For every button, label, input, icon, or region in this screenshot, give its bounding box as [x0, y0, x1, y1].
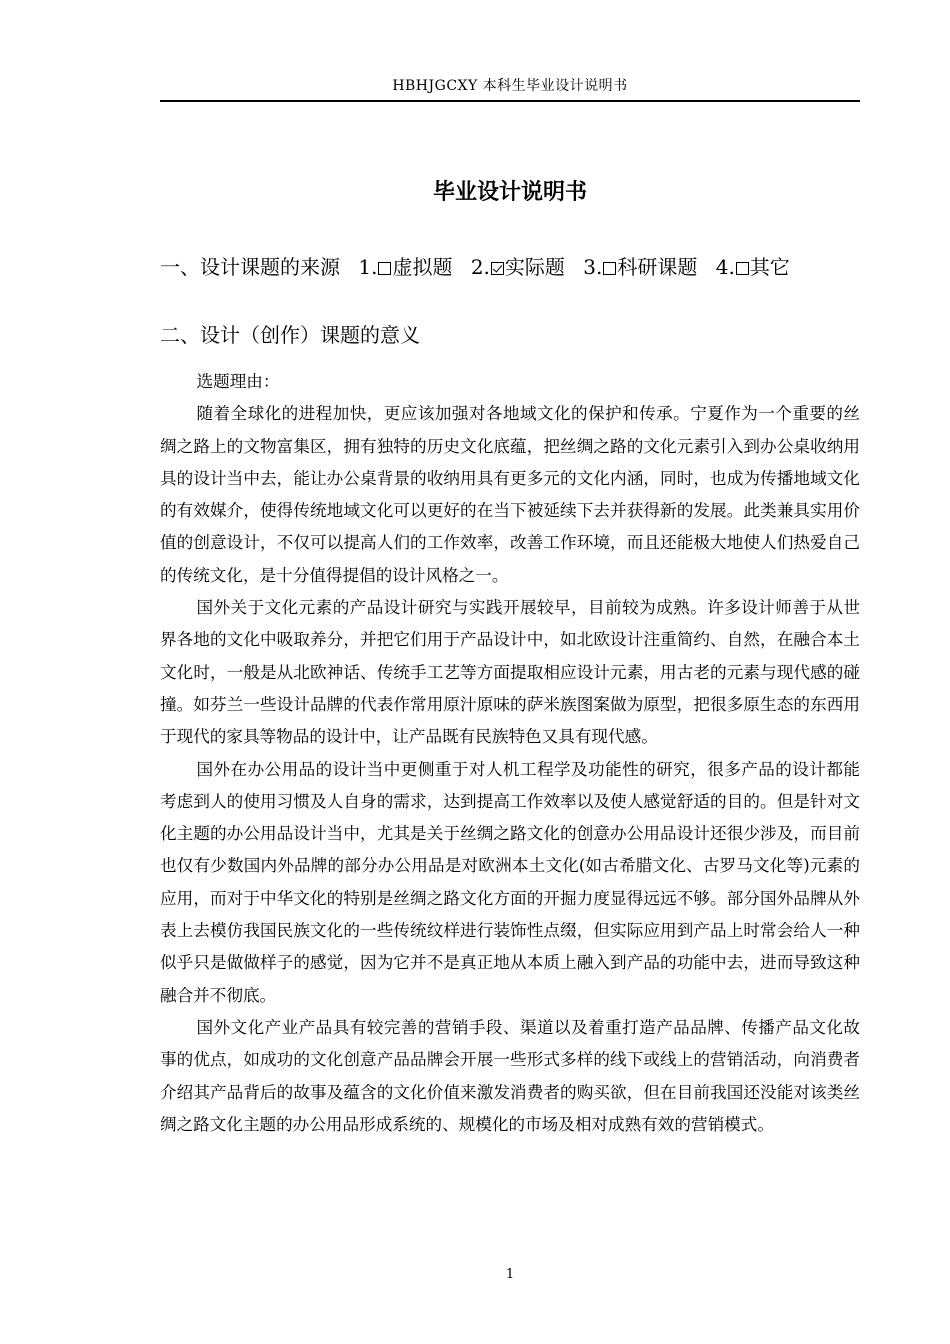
option-label: 实际题 [504, 255, 565, 279]
paragraph: 国外文化产业产品具有较完善的营销手段、渠道以及着重打造产品品牌、传播产品文化故事的优点，如成功的文化创意产品品牌会开展一些形式多样的线下或线上的营销活动，向消费者介绍其产品背后的故事及蕴含的文化价值来激发消费者的购买欲，但在目前我国还没能对该类丝绸之路文化主题的办公用品形成系统的、规模化的市场及相对成熟有效的营销模式。 [160, 1017, 860, 1134]
option-research[interactable] [583, 252, 697, 282]
document-title: 毕业设计说明书 [432, 180, 587, 205]
paragraph: 国外在办公用品的设计当中更侧重于对人机工程学及功能性的研究，很多产品的设计都能考虑到人的使用习惯及人自身的需求，达到提高工作效率以及使人感觉舒适的目的。但是针对文化主题的办公用品设计当中，尤其是关于丝绸之路文化的创意办公用品设计还很少涉及，而目前也仅有少数国内外品牌的部分办公用品是对欧洲本土文化(如古希腊文化、古罗马文化等)元素的应用，而对于中华文化的特别是丝绸之路文化方面的开掘力度显得远远不够。部分国外品牌从外表上去模仿我国民族文化的一些传统纹样进行装饰性点缀，但实际应用到产品上时常会给人一种似乎只是做做样子的感觉，因为它并不是真正地从本质上融入到产品的功能中去，进而导致这种融合并不彻底。 [160, 759, 860, 1005]
option-other[interactable] [716, 252, 790, 282]
paragraph: 国外关于文化元素的产品设计研究与实践开展较早，目前较为成熟。许多设计师善于从世界各地的文化中吸取养分，并把它们用于产品设计中，如北欧设计注重简约、自然，在融合本土文化时，一般是从北欧神话、传统手工艺等方面提取相应设计元素，用古老的元素与现代感的碰撞。如芬兰一些设计品牌的代表作常用原汁原味的萨米族图案做为原型，把很多原生态的东西用于现代的家具等物品的设计中，让产品既有民族特色又具有现代感。 [160, 598, 860, 747]
paragraph-reason-label: 选题理由： [196, 372, 280, 391]
section-source-heading [160, 252, 860, 282]
section-source-label: 一、设计课题的来源 [160, 255, 340, 279]
option-label: 其它 [749, 255, 790, 279]
checkbox-unchecked-icon[interactable] [378, 262, 391, 275]
option-label: 虚拟题 [392, 255, 453, 279]
option-label: 科研课题 [617, 255, 698, 279]
option-number: 4. [715, 255, 735, 279]
option-number: 2. [470, 255, 490, 279]
option-number: 3. [583, 255, 603, 279]
section-significance-heading: 二、设计（创作）课题的意义 [160, 323, 420, 347]
header-rule [160, 100, 860, 102]
body-text [160, 366, 860, 1141]
option-virtual[interactable] [358, 252, 452, 282]
running-header: HBHJGCXY 本科生毕业设计说明书 [392, 78, 628, 94]
checkbox-checked-icon[interactable] [491, 262, 504, 275]
option-number: 1. [358, 255, 378, 279]
checkbox-unchecked-icon[interactable] [603, 262, 616, 275]
page-number: 1 [505, 1267, 515, 1282]
checkbox-unchecked-icon[interactable] [736, 262, 749, 275]
option-actual[interactable] [471, 252, 565, 282]
paragraph: 随着全球化的进程加快，更应该加强对各地域文化的保护和传承。宁夏作为一个重要的丝绸之路上的文物富集区，拥有独特的历史文化底蕴，把丝绸之路的文化元素引入到办公桌收纳用具的设计当中去，能让办公桌背景的收纳用具有更多元的文化内涵，同时，也成为传播地域文化的有效媒介，使得传统地域文化可以更好的在当下被延续下去并获得新的发展。此类兼具实用价值的创意设计，不仅可以提高人们的工作效率，改善工作环境，而且还能极大地使人们热爱自己的传统文化，是十分值得提倡的设计风格之一。 [160, 404, 860, 585]
